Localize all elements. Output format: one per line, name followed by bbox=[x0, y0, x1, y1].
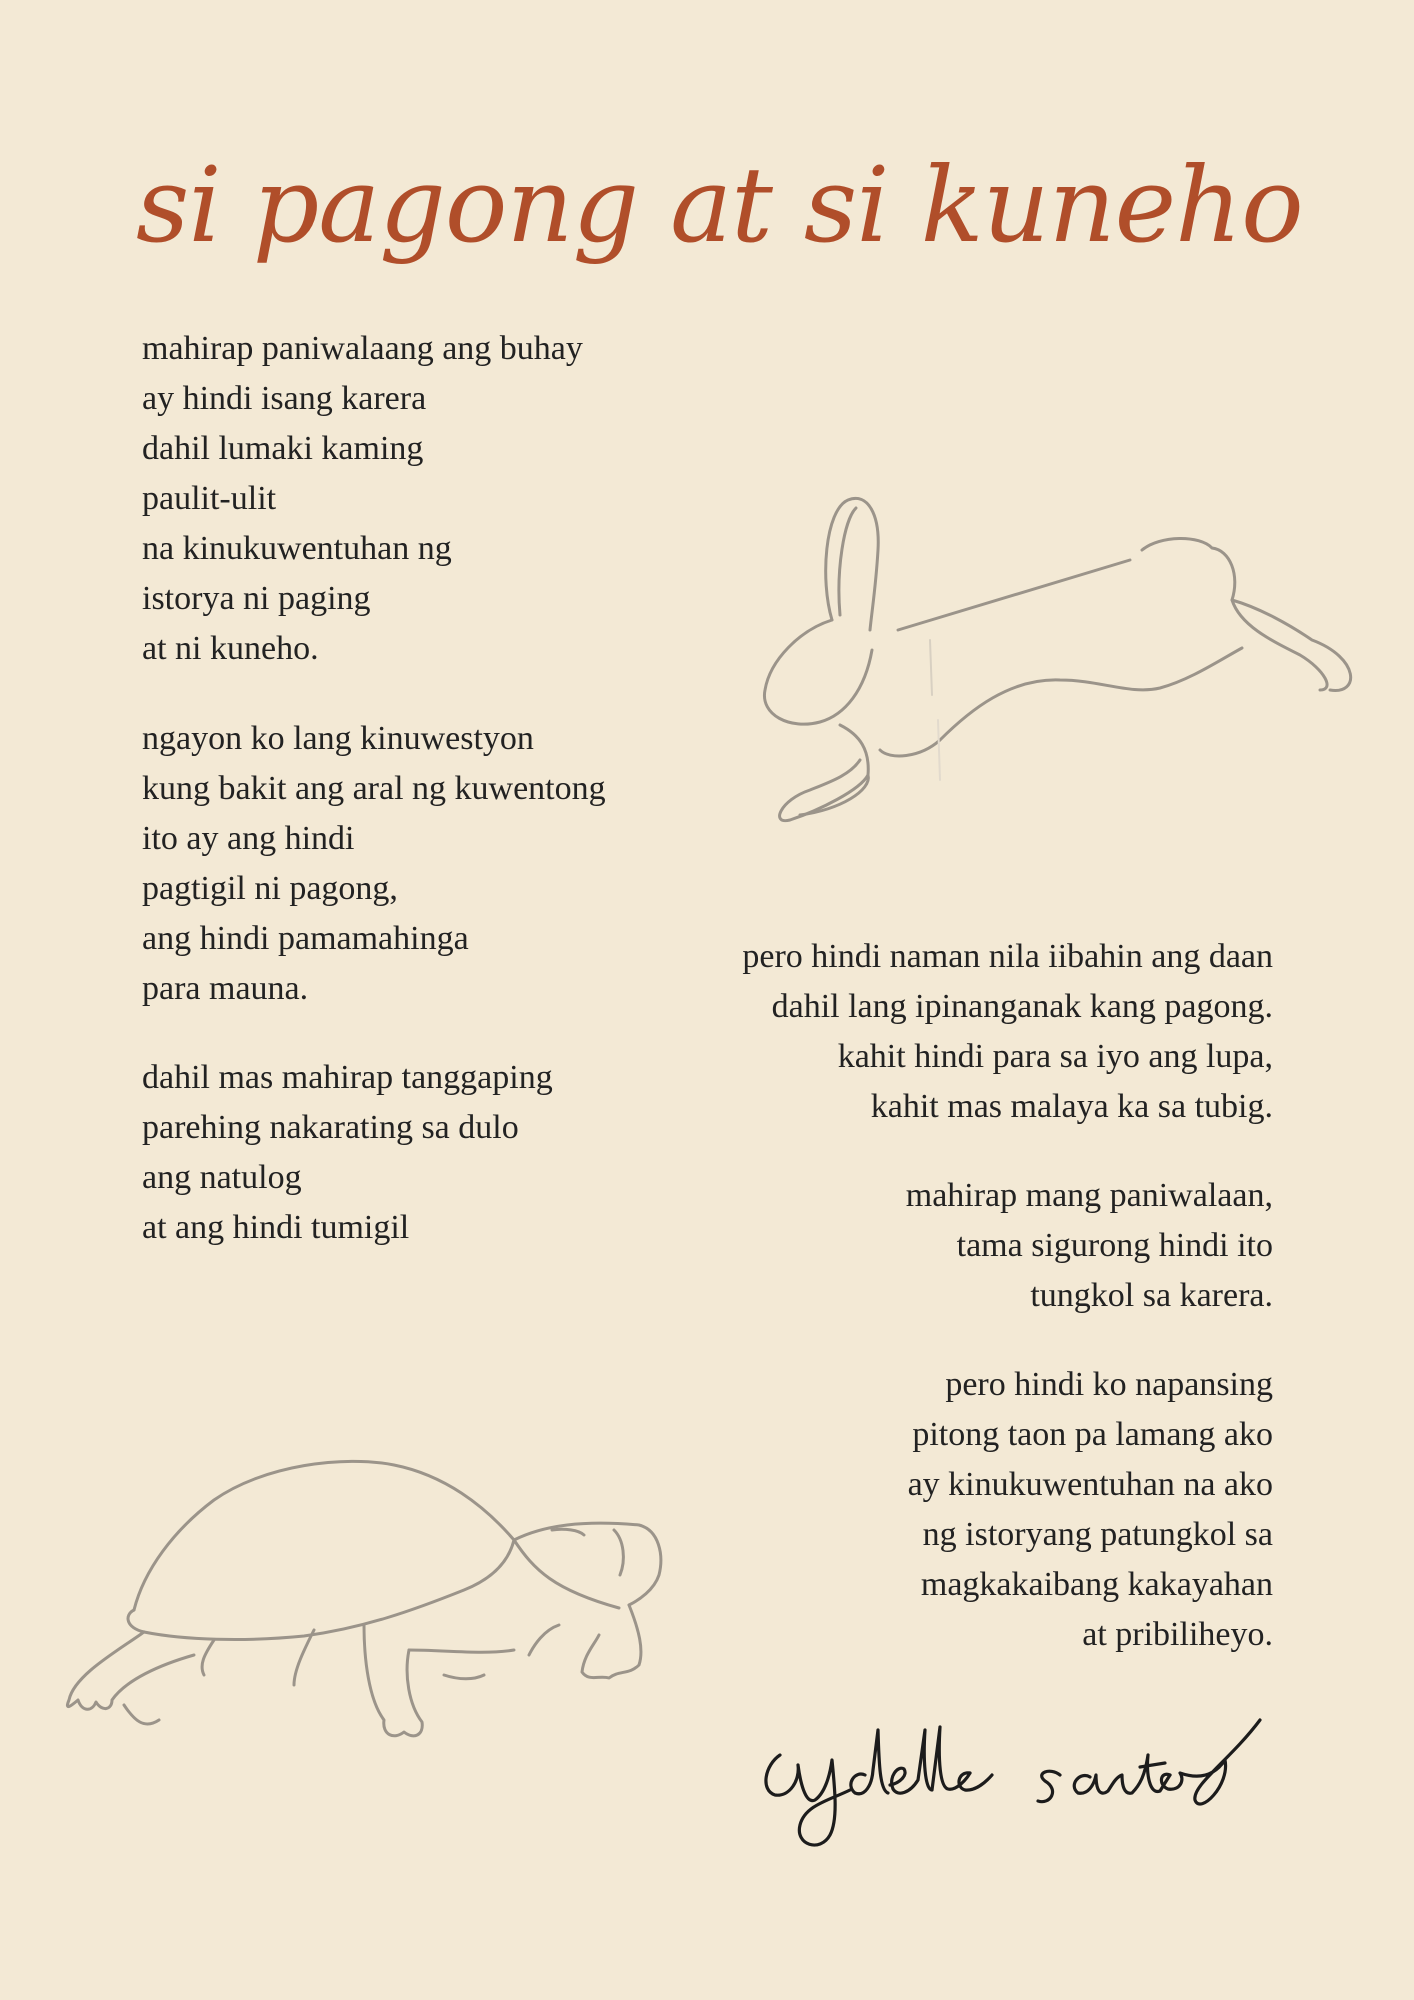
left-stanza-2 bbox=[142, 714, 606, 1014]
poem-line: at pribiliheyo. bbox=[1082, 1616, 1273, 1653]
poem-line: pero hindi ko napansing bbox=[945, 1366, 1273, 1403]
left-stanza-1 bbox=[142, 324, 583, 674]
turtle-illustration bbox=[64, 1450, 664, 1770]
poem-line: ay kinukuwentuhan na ako bbox=[907, 1466, 1273, 1503]
poem-line: ang natulog bbox=[142, 1159, 302, 1196]
poem-line: na kinukuwentuhan ng bbox=[142, 530, 452, 567]
poem-line: mahirap mang paniwalaan, bbox=[905, 1177, 1273, 1214]
poem-line: mahirap paniwalaang ang buhay bbox=[142, 330, 583, 367]
poem-line: pero hindi naman nila iibahin ang daan bbox=[742, 938, 1273, 975]
rabbit-illustration bbox=[760, 490, 1360, 830]
poem-line: ito ay ang hindi bbox=[142, 820, 355, 857]
poem-title: si pagong at si kuneho bbox=[136, 144, 1303, 266]
poem-line: parehing nakarating sa dulo bbox=[142, 1109, 519, 1146]
poem-line: kahit hindi para sa iyo ang lupa, bbox=[837, 1038, 1273, 1075]
poem-line: dahil mas mahirap tanggaping bbox=[142, 1059, 553, 1096]
turtle-icon bbox=[64, 1450, 664, 1770]
author-signature bbox=[760, 1705, 1280, 1855]
poem-line: magkakaibang kakayahan bbox=[920, 1566, 1273, 1603]
left-stanza-3 bbox=[142, 1053, 553, 1253]
right-stanza-1 bbox=[742, 932, 1273, 1132]
poem-line: dahil lumaki kaming bbox=[142, 430, 424, 467]
poem-line: ay hindi isang karera bbox=[142, 380, 427, 417]
poem-line: paulit-ulit bbox=[142, 480, 277, 517]
right-stanza-2 bbox=[906, 1171, 1273, 1321]
poem-line: ang hindi pamamahinga bbox=[142, 920, 469, 957]
poem-line: ng istoryang patungkol sa bbox=[922, 1516, 1273, 1553]
poem-line: tungkol sa karera. bbox=[1030, 1277, 1273, 1314]
rabbit-icon bbox=[760, 490, 1360, 830]
poem-line: at ni kuneho. bbox=[142, 630, 319, 667]
poem-line: dahil lang ipinanganak kang pagong. bbox=[771, 988, 1273, 1025]
right-stanza-3 bbox=[908, 1360, 1273, 1660]
poem-line: tama sigurong hindi ito bbox=[956, 1227, 1273, 1264]
poem-line: kung bakit ang aral ng kuwentong bbox=[142, 770, 606, 807]
poem-line: kahit mas malaya ka sa tubig. bbox=[870, 1088, 1273, 1125]
poem-line: ngayon ko lang kinuwestyon bbox=[142, 720, 534, 757]
poem-line: pagtigil ni pagong, bbox=[142, 870, 398, 907]
signature-icon bbox=[760, 1705, 1280, 1855]
poem-line: para mauna. bbox=[142, 970, 309, 1007]
poem-line: pitong taon pa lamang ako bbox=[912, 1416, 1273, 1453]
poem-line: at ang hindi tumigil bbox=[142, 1209, 410, 1246]
poem-line: istorya ni paging bbox=[142, 580, 371, 617]
